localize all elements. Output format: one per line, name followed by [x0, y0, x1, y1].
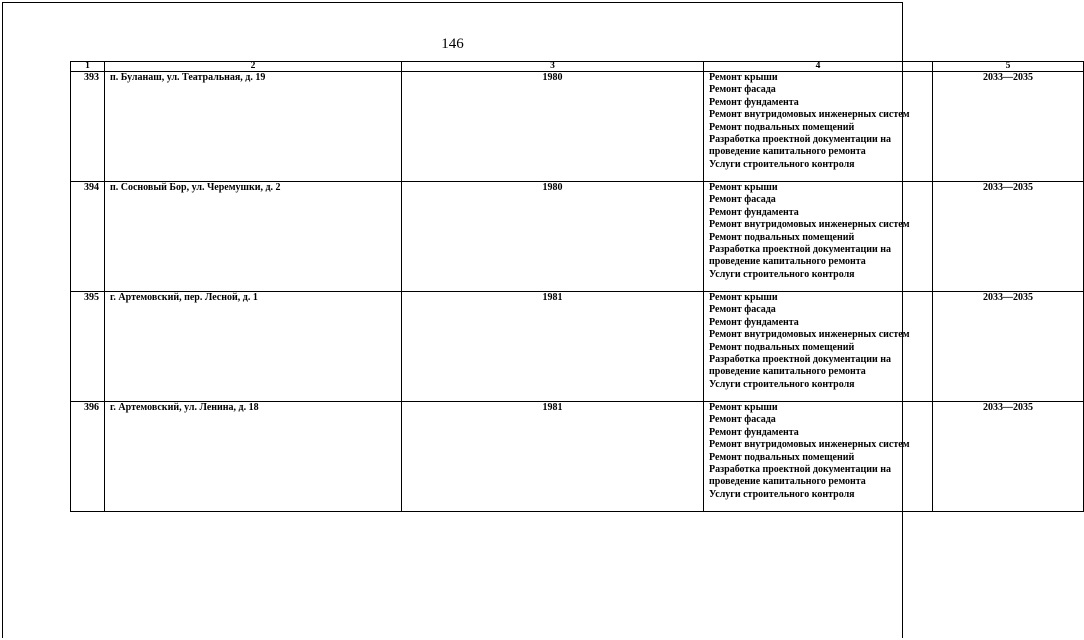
- row-address: г. Артемовский, пер. Лесной, д. 1: [105, 292, 402, 402]
- work-item: проведение капитального ремонта: [709, 476, 866, 488]
- row-number: 393: [71, 72, 105, 182]
- table-row: [71, 182, 1084, 292]
- row-number: 396: [71, 402, 105, 512]
- work-item: Ремонт подвальных помещений: [709, 451, 855, 463]
- header-col-3: 3: [402, 62, 704, 72]
- header-row: [71, 62, 1084, 72]
- header-col-2: 2: [105, 62, 402, 72]
- capital-repair-table: [70, 61, 1084, 512]
- table-row: [71, 72, 1084, 182]
- row-address: п. Буланаш, ул. Театральная, д. 19: [105, 72, 402, 182]
- work-item: Ремонт фасада: [709, 304, 776, 316]
- work-item: Ремонт крыши: [709, 72, 778, 83]
- row-period: 2033—2035: [933, 292, 1084, 402]
- table-row: [71, 402, 1084, 512]
- work-item: Ремонт фундамента: [709, 316, 799, 328]
- work-item: Услуги строительного контроля: [709, 158, 855, 170]
- work-item: Ремонт внутридомовых инженерных систем: [709, 329, 910, 341]
- row-works: [704, 182, 933, 292]
- table-body: [71, 72, 1084, 512]
- header-col-5: 5: [933, 62, 1084, 72]
- work-item: Ремонт фундамента: [709, 96, 799, 108]
- work-item: Разработка проектной документации на: [709, 134, 892, 146]
- row-period: 2033—2035: [933, 72, 1084, 182]
- row-year: 1980: [402, 182, 704, 292]
- work-item: Разработка проектной документации на: [709, 354, 892, 366]
- work-item: Ремонт крыши: [709, 182, 778, 193]
- work-item: Ремонт подвальных помещений: [709, 121, 855, 133]
- work-item: проведение капитального ремонта: [709, 366, 866, 378]
- row-number: 394: [71, 182, 105, 292]
- work-item: Ремонт фундамента: [709, 206, 799, 218]
- work-item: Ремонт фасада: [709, 84, 776, 96]
- row-period: 2033—2035: [933, 182, 1084, 292]
- row-works: [704, 402, 933, 512]
- work-item: Ремонт крыши: [709, 292, 778, 303]
- work-item: Ремонт подвальных помещений: [709, 341, 855, 353]
- header-col-1: 1: [71, 62, 105, 72]
- table-row: [71, 292, 1084, 402]
- work-item: Ремонт крыши: [709, 402, 778, 413]
- work-item: Ремонт фундамента: [709, 426, 799, 438]
- row-year: 1981: [402, 402, 704, 512]
- work-item: Ремонт внутридомовых инженерных систем: [709, 219, 910, 231]
- work-item: Ремонт внутридомовых инженерных систем: [709, 109, 910, 121]
- row-works: [704, 72, 933, 182]
- header-col-4: 4: [704, 62, 933, 72]
- row-address: г. Артемовский, ул. Ленина, д. 18: [105, 402, 402, 512]
- work-item: Услуги строительного контроля: [709, 268, 855, 280]
- work-item: Услуги строительного контроля: [709, 378, 855, 390]
- work-item: Услуги строительного контроля: [709, 488, 855, 500]
- row-works: [704, 292, 933, 402]
- row-period: 2033—2035: [933, 402, 1084, 512]
- work-item: Ремонт внутридомовых инженерных систем: [709, 439, 910, 451]
- work-item: проведение капитального ремонта: [709, 256, 866, 268]
- work-item: Ремонт подвальных помещений: [709, 231, 855, 243]
- work-item: Ремонт фасада: [709, 414, 776, 426]
- row-number: 395: [71, 292, 105, 402]
- work-item: Разработка проектной документации на: [709, 464, 892, 476]
- page-number: 146: [441, 36, 464, 52]
- work-item: Ремонт фасада: [709, 194, 776, 206]
- work-item: проведение капитального ремонта: [709, 146, 866, 158]
- row-year: 1980: [402, 72, 704, 182]
- row-address: п. Сосновый Бор, ул. Черемушки, д. 2: [105, 182, 402, 292]
- row-year: 1981: [402, 292, 704, 402]
- work-item: Разработка проектной документации на: [709, 244, 892, 256]
